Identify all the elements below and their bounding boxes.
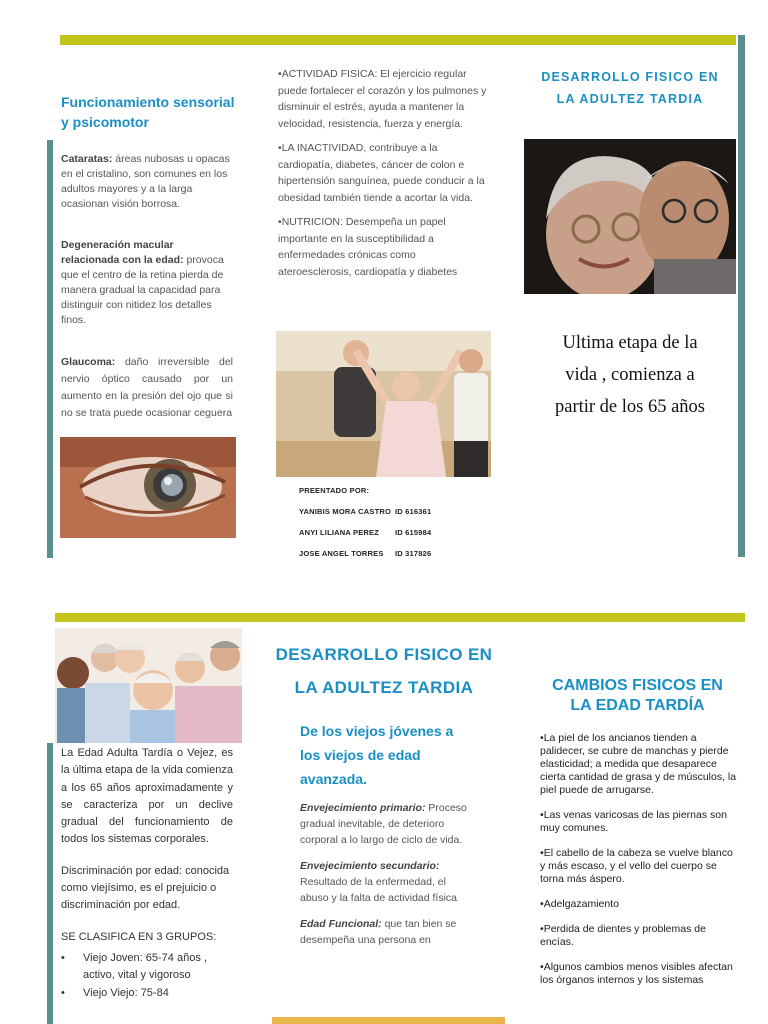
right-accent-bar <box>738 35 745 557</box>
groups-heading: SE CLASIFICA EN 3 GRUPOS: <box>61 930 217 943</box>
presented-by-label: PREENTADO POR: <box>299 486 370 495</box>
cataratas-item: Cataratas: áreas nubosas u opacas en el cristalino, son comunes en los adultos mayores y a la larga ocasionan visión borrosa. <box>61 153 230 210</box>
elderly-couple-photo <box>524 139 736 294</box>
author-row: JOSE ANGEL TORRES ID 317826 <box>299 549 432 558</box>
left-panel-accent-bar <box>47 140 53 558</box>
bullet-nutricion: •NUTRICION: Desempeña un papel importante en la susceptibilidad a enfermedades crónicas como ateroesclerosis, cardiopatía y diabetes <box>278 216 458 278</box>
group-item: • Viejo Joven: 65-74 años , activo, vital y vigoroso <box>61 950 233 985</box>
cover-title <box>525 66 735 110</box>
change-item: •Las venas varicosas de las piernas son muy comunes. <box>540 809 727 834</box>
group-item: • Viejo Viejo: 75-84 <box>61 985 233 1002</box>
change-item: •La piel de los ancianos tienden a palidecer, se cubre de manchas y pierde elasticidad; a medida que desaparece cierta cantidad de grasa y de músculos, la piel puede de arrugarse. <box>540 732 737 796</box>
health-bullets <box>278 66 492 288</box>
author-row: ANYI LILIANA PEREZ ID 615984 <box>299 528 432 537</box>
inside-subtitle: De los viejos jóvenes a los viejos de edad avanzada. <box>300 723 454 787</box>
physical-changes-list <box>540 732 740 987</box>
sensorial-items <box>61 152 233 422</box>
elderly-group-photo <box>55 628 242 743</box>
bullet-actividad: •ACTIVIDAD FISICA: El ejercicio regular puede fortalecer el corazón y los pulmones y disminuir el estrés, ayuda a mantener la velocidad, resistencia, fuerza y energía. <box>278 68 487 130</box>
inside-title <box>268 638 500 704</box>
cover-tagline: Ultima etapa de la vida , comienza a partir de los 65 años <box>554 333 706 417</box>
change-item: •Adelgazamiento <box>540 898 619 910</box>
bullet-dot-icon: • <box>61 951 65 964</box>
change-item: •Algunos cambios menos visibles afectan los órganos internos y los sistemas <box>540 961 733 986</box>
eye-cataract-photo <box>60 437 236 538</box>
left-panel-accent-bar-2 <box>47 743 53 1024</box>
changes-title <box>530 676 745 716</box>
change-item: •El cabello de la cabeza se vuelve blanco y más escaso, y el vello del cuerpo se torna más áspero. <box>540 847 733 885</box>
decorative-image-strip <box>272 1017 505 1024</box>
inside-title-line1: DESARROLLO FISICO EN <box>275 645 493 664</box>
author-row: YANIBIS MORA CASTRO ID 616361 <box>299 507 432 516</box>
definition-primario: Envejecimiento primario: Proceso gradual inevitable, de deterioro corporal a lo largo de ciclo de vida. <box>300 802 467 846</box>
changes-title-line1: CAMBIOS FISICOS EN <box>552 677 723 694</box>
cover-title-line1: DESARROLLO FISICO EN <box>541 70 719 84</box>
intro-panel <box>61 745 233 1002</box>
presented-by-block <box>299 486 499 558</box>
section-heading-sensorial: Funcionamiento sensorial y psicomotor <box>61 94 235 130</box>
top-accent-bar-2 <box>55 613 745 622</box>
aging-definitions <box>300 800 470 948</box>
elderly-exercise-photo <box>276 331 491 477</box>
discrimination-paragraph: Discriminación por edad: conocida como viejísimo, es el prejuicio o discriminación por edad. <box>61 864 230 912</box>
degeneracion-item: Degeneración macular relacionada con la edad: provoca que el centro de la retina pierda de manera gradual la capacidad para distinguir con nitidez los detalles finos. <box>61 239 224 326</box>
definition-funcional: Edad Funcional: que tan bien se desempeña una persona en <box>300 918 457 946</box>
top-accent-bar <box>60 35 736 45</box>
glaucoma-item: Glaucoma: daño irreversible del nervio óptico causado por un aumento en la presión del ojo que si no se trata puede ocasionar ceguera <box>61 356 233 419</box>
change-item: •Perdida de dientes y problemas de encías. <box>540 923 706 948</box>
bullet-inactividad: •LA INACTIVIDAD, contribuye a la cardiopatía, diabetes, cáncer de colon e hipertensión sanguínea, puede conducir a la obesidad también tiende a acortar la vida. <box>278 142 485 204</box>
intro-paragraph: La Edad Adulta Tardía o Vejez, es la última etapa de la vida comienza a los 65 años aproximadamente y se caracteriza por un declive gradual del funcionamiento de todos los sistemas corporales. <box>61 747 233 846</box>
changes-title-line2: LA EDAD TARDÍA <box>570 697 705 714</box>
inside-title-line2: LA ADULTEZ TARDIA <box>294 678 474 697</box>
cover-title-line2: LA ADULTEZ TARDIA <box>556 92 704 106</box>
definition-secundario: Envejecimiento secundario: Resultado de la enfermedad, el abuso y la falta de actividad física <box>300 860 458 904</box>
bullet-dot-icon: • <box>61 986 65 999</box>
